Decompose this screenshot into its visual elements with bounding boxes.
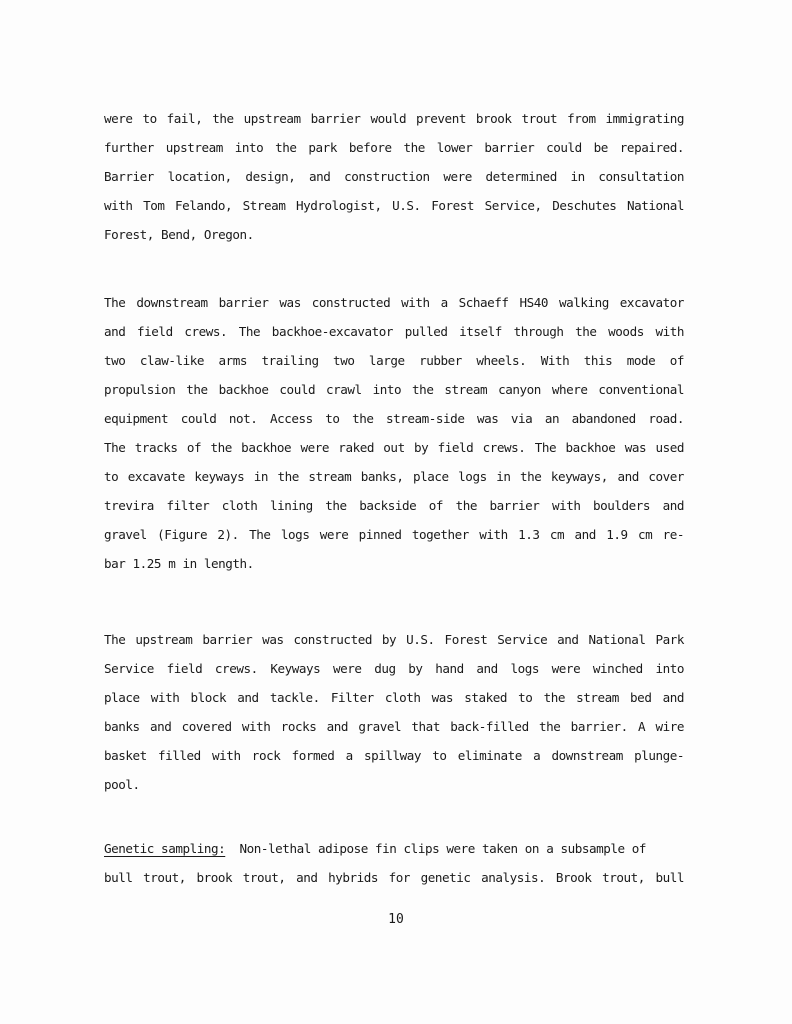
text-line: with Tom Felando, Stream Hydrologist, U.S. Forest Service, Deschutes National (104, 198, 684, 213)
text-line: further upstream into the park before the lower barrier could be repaired. (104, 140, 684, 155)
page-number: 10 (388, 912, 404, 927)
heading-line-continuation: Non-lethal adipose fin clips were taken on a subsample of (225, 841, 647, 856)
text-line (104, 834, 684, 863)
paragraph-genetic-sampling (104, 834, 684, 892)
section-heading: Genetic sampling: (104, 841, 226, 856)
text-line: basket filled with rock formed a spillway to eliminate a downstream plunge- (104, 748, 684, 763)
text-line: were to fail, the upstream barrier would prevent brook trout from immigrating (104, 111, 684, 126)
paragraph-upstream-barrier (104, 625, 684, 799)
text-line: propulsion the backhoe could crawl into the stream canyon where conventional (104, 382, 684, 397)
text-line: pool. (104, 777, 140, 792)
text-line: bar 1.25 m in length. (104, 556, 254, 571)
text-line: trevira filter cloth lining the backside of the barrier with boulders and (104, 498, 684, 513)
paragraph-downstream-barrier (104, 288, 684, 578)
text-line: gravel (Figure 2). The logs were pinned together with 1.3 cm and 1.9 cm re- (104, 527, 684, 542)
text-line: banks and covered with rocks and gravel that back-filled the barrier. A wire (104, 719, 684, 734)
text-line: Forest, Bend, Oregon. (104, 227, 254, 242)
text-line: Service field crews. Keyways were dug by hand and logs were winched into (104, 661, 684, 676)
text-line: The tracks of the backhoe were raked out by field crews. The backhoe was used (104, 440, 684, 455)
text-line: Barrier location, design, and construction were determined in consultation (104, 169, 684, 184)
text-line: and field crews. The backhoe-excavator pulled itself through the woods with (104, 324, 684, 339)
text-line: two claw-like arms trailing two large rubber wheels. With this mode of (104, 353, 684, 368)
text-line: bull trout, brook trout, and hybrids for genetic analysis. Brook trout, bull (104, 870, 684, 885)
text-line: to excavate keyways in the stream banks, place logs in the keyways, and cover (104, 469, 684, 484)
text-line: equipment could not. Access to the stream-side was via an abandoned road. (104, 411, 684, 426)
text-line: The upstream barrier was constructed by U.S. Forest Service and National Park (104, 632, 684, 647)
text-line: The downstream barrier was constructed with a Schaeff HS40 walking excavator (104, 295, 684, 310)
paragraph-barrier-failure (104, 104, 684, 249)
text-line: place with block and tackle. Filter cloth was staked to the stream bed and (104, 690, 684, 705)
